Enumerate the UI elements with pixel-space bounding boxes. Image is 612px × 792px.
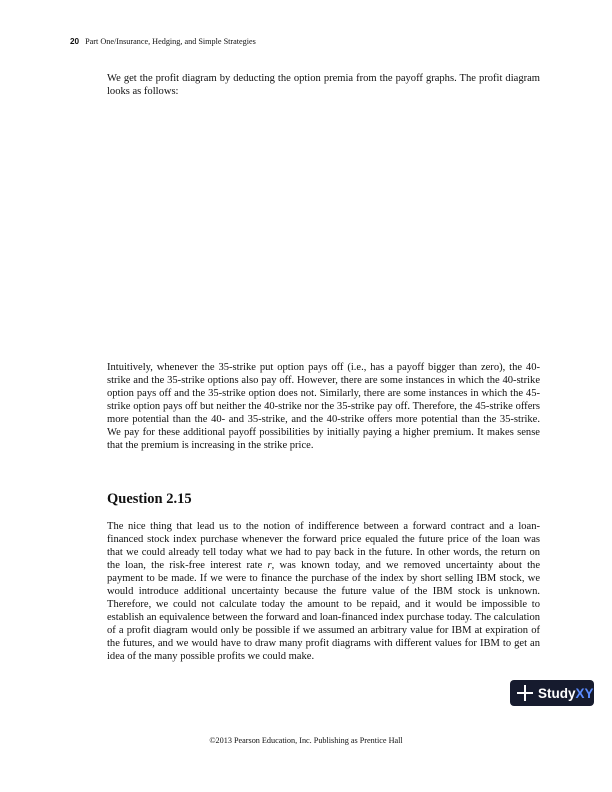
interest-rate-symbol: r <box>267 560 272 572</box>
copyright-footer: ©2013 Pearson Education, Inc. Publishing as Prentice Hall <box>209 736 403 745</box>
running-title: Part One/Insurance, Hedging, and Simple Strategies <box>85 37 256 46</box>
question-answer-paragraph <box>107 520 540 664</box>
answer-text-part-2: , was known today, and we removed uncertainty about the payment to be made. If we were to finance the purchase of the index by short selling IBM stock, we would introduce additional uncertainty because the future value of the IBM stock is unknown. Therefore, we could not calculate today the amount to be repaid, and it would be impossible to establish an equivalence between the forward and loan-financed index purchase today. The calculation of a profit diagram would only be possible if we assumed an arbitrary value for IBM at expiration of the futures, and we would have to draw many profit diagrams with different values for IBM to get an idea of the many possible profits we could make. <box>107 560 541 663</box>
studyxy-brand-accent: XY <box>575 685 594 701</box>
answer-text-part-1: The nice thing that lead us to the notion of indifference between a forward contract and a loan- financed stock index purchase whenever the forward price equaled the future price of the loan was that we could already tell today what we had to pay back in the future. In other words, the return on the loan, the risk-free interest rate <box>107 521 540 572</box>
studyxy-brand-main: Study <box>538 685 576 701</box>
studyxy-watermark[interactable] <box>510 680 594 706</box>
intuition-paragraph: Intuitively, whenever the 35-strike put option pays off (i.e., has a payoff bigger than zero), the 40-strike and the 35-strike options also pay off. However, there are some instances in which the 40-strike option pays off and the 35-strike option does not. Similarly, there are some instances in which the 45-strike option pays off but neither the 40-strike nor the 35-strike pay off. Therefore, the 45-strike offers more potential than the 40- and 35-strike, and the 40-strike offers more potential than the 35-strike. We pay for these additional payoff possibilities by initially paying a higher premium. It makes sense that the premium is increasing in the strike price. <box>107 362 540 452</box>
running-header <box>70 37 256 46</box>
question-title: Question 2.15 <box>107 491 192 507</box>
page-number: 20 <box>70 37 80 46</box>
plus-icon <box>516 684 534 702</box>
intro-paragraph: We get the profit diagram by deducting the option premia from the payoff graphs. The profit diagram looks as follows: <box>107 73 540 98</box>
